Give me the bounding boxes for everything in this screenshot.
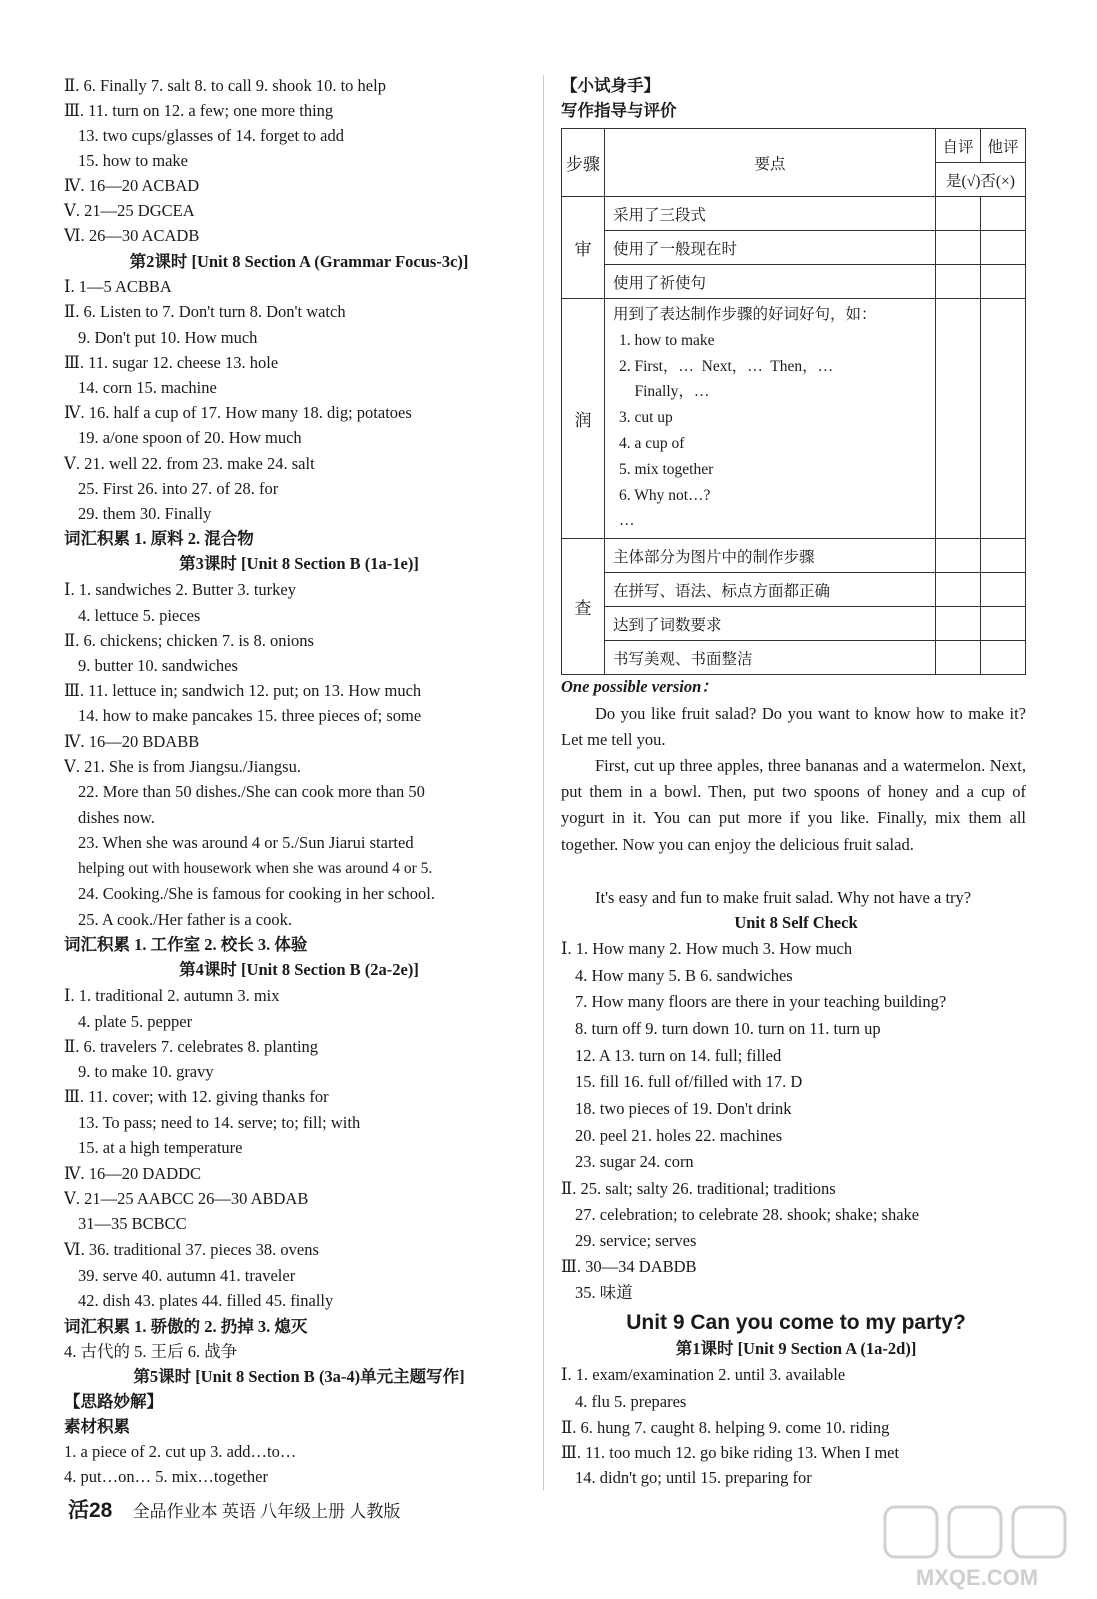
essay-paragraph: It's easy and fun to make fruit salad. Why not have a try?	[595, 888, 972, 907]
table-line: 4. a cup of	[619, 434, 685, 452]
answer-line: Ⅳ. 16—20 DADDC	[64, 1164, 202, 1183]
answer-line: Ⅱ. 6. travelers 7. celebrates 8. planting	[64, 1037, 319, 1056]
answer-line: 4. flu 5. prepares	[575, 1392, 687, 1411]
answer-line: Ⅵ. 26—30 ACADB	[64, 226, 200, 245]
answer-line: 4. How many 5. B 6. sandwiches	[575, 966, 793, 985]
table-line: Finally，…	[619, 383, 710, 401]
header-point: 要点	[605, 129, 936, 197]
answer-line: 18. two pieces of 19. Don't drink	[575, 1099, 792, 1118]
lesson-heading: 第5课时 [Unit 8 Section B (3a-4)单元主题写作]	[133, 1367, 465, 1386]
vocab-line: 词汇积累 1. 原料 2. 混合物	[64, 529, 254, 548]
answer-line: 29. service; serves	[575, 1231, 697, 1250]
answer-line: Ⅰ. 1. How many 2. How much 3. How much	[561, 939, 853, 958]
answer-line: 35. 味道	[575, 1283, 633, 1302]
answer-line: 4. put…on… 5. mix…together	[64, 1467, 268, 1486]
header-peer: 他评	[981, 129, 1026, 163]
table-row: 达到了词数要求	[605, 607, 936, 641]
answer-line: 14. corn 15. machine	[78, 378, 217, 397]
answer-line: 12. A 13. turn on 14. full; filled	[575, 1046, 782, 1065]
peer-check-cell	[981, 299, 1026, 539]
self-check-cell	[936, 607, 981, 641]
section-label: 【思路妙解】	[64, 1392, 163, 1411]
step-polish: 润	[562, 299, 605, 539]
table-row: 使用了一般现在时	[605, 231, 936, 265]
peer-check-cell	[981, 573, 1026, 607]
self-check-heading: Unit 8 Self Check	[734, 913, 858, 932]
answer-line: Ⅲ. 11. cover; with 12. giving thanks for	[64, 1087, 329, 1106]
self-check-cell	[936, 539, 981, 573]
self-check-cell	[936, 641, 981, 675]
answer-line: Ⅳ. 16—20 BDABB	[64, 732, 200, 751]
answer-line: 15. fill 16. full of/filled with 17. D	[575, 1072, 803, 1091]
answer-line: Ⅱ. 6. hung 7. caught 8. helping 9. come 10. riding	[561, 1418, 890, 1437]
table-line: 用到了表达制作步骤的好词好句，如：	[613, 306, 877, 323]
answer-line: Ⅰ. 1—5 ACBBA	[64, 277, 172, 296]
answer-line: 15. at a high temperature	[78, 1138, 243, 1157]
answer-line: 7. How many floors are there in your teaching building?	[575, 992, 947, 1011]
section-label: 素材积累	[64, 1417, 130, 1436]
vocab-line: 4. 古代的 5. 王后 6. 战争	[64, 1342, 238, 1361]
answer-line: Ⅰ. 1. traditional 2. autumn 3. mix	[64, 986, 280, 1005]
peer-check-cell	[981, 641, 1026, 675]
step-review: 审	[562, 197, 605, 299]
answer-line: Ⅱ. 25. salt; salty 26. traditional; traditions	[561, 1179, 836, 1198]
self-check-cell	[936, 197, 981, 231]
answer-line: 1. a piece of 2. cut up 3. add…to…	[64, 1442, 297, 1461]
self-check-cell	[936, 299, 981, 539]
table-line: 1. how to make	[619, 331, 715, 349]
answer-line: 15. how to make	[78, 151, 188, 170]
answer-line: Ⅰ. 1. sandwiches 2. Butter 3. turkey	[64, 580, 296, 599]
lesson-heading: 第1课时 [Unit 9 Section A (1a-2d)]	[675, 1339, 917, 1358]
answer-line: dishes now.	[78, 808, 155, 827]
self-check-cell	[936, 573, 981, 607]
essay-paragraph: Do you like fruit salad? Do you want to know how to make it? Let me tell you.	[561, 704, 1026, 750]
answer-line: Ⅲ. 30—34 DABDB	[561, 1257, 697, 1276]
book-info: 全品作业本 英语 八年级上册 人教版	[132, 1502, 401, 1521]
peer-check-cell	[981, 265, 1026, 299]
self-check-cell	[936, 265, 981, 299]
answer-line: 27. celebration; to celebrate 28. shook; shake; shake	[575, 1205, 920, 1224]
answer-line: Ⅲ. 11. sugar 12. cheese 13. hole	[64, 353, 279, 372]
answer-line: Ⅴ. 21—25 DGCEA	[64, 201, 195, 220]
table-row: 使用了祈使句	[605, 265, 936, 299]
watermark-text: MXQE.COM	[915, 1565, 1039, 1590]
answer-line: 19. a/one spoon of 20. How much	[78, 428, 302, 447]
answer-line: Ⅵ. 36. traditional 37. pieces 38. ovens	[64, 1240, 319, 1259]
answer-line: Ⅴ. 21—25 AABCC 26—30 ABDAB	[64, 1189, 309, 1208]
version-label: One possible version：	[561, 677, 718, 696]
answer-line: 9. Don't put 10. How much	[78, 328, 258, 347]
answer-line: 25. First 26. into 27. of 28. for	[78, 479, 279, 498]
answer-line: 39. serve 40. autumn 41. traveler	[78, 1266, 296, 1285]
answer-line: 29. them 30. Finally	[78, 504, 212, 523]
table-line: 3. cut up	[619, 409, 673, 427]
answer-line: 23. sugar 24. corn	[575, 1152, 694, 1171]
peer-check-cell	[981, 607, 1026, 641]
answer-line: 22. More than 50 dishes./She can cook more than 50	[78, 782, 425, 801]
column-divider	[543, 75, 544, 1490]
answer-line: Ⅱ. 6. Listen to 7. Don't turn 8. Don't watch	[64, 302, 346, 321]
table-line: 6. Why not…?	[619, 486, 711, 504]
peer-check-cell	[981, 539, 1026, 573]
table-row: 主体部分为图片中的制作步骤	[605, 539, 936, 573]
peer-check-cell	[981, 197, 1026, 231]
table-line: 5. mix together	[619, 460, 714, 478]
page-number: 活28	[68, 1499, 113, 1522]
answer-line: 14. how to make pancakes 15. three pieces of; some	[78, 706, 422, 725]
section-label: 【小试身手】	[561, 76, 660, 95]
answer-line: Ⅲ. 11. lettuce in; sandwich 12. put; on 13. How much	[64, 681, 422, 700]
answer-line: 14. didn't go; until 15. preparing for	[575, 1468, 812, 1487]
answer-line: Ⅳ. 16—20 ACBAD	[64, 176, 200, 195]
answer-line: 13. To pass; need to 14. serve; to; fill; with	[78, 1113, 361, 1132]
page-footer	[68, 1494, 400, 1524]
answer-line: Ⅱ. 6. chickens; chicken 7. is 8. onions	[64, 631, 314, 650]
answer-line: 25. A cook./Her father is a cook.	[78, 910, 292, 929]
vocab-line: 词汇积累 1. 骄傲的 2. 扔掉 3. 熄灭	[64, 1317, 308, 1336]
answer-line: Ⅴ. 21. She is from Jiangsu./Jiangsu.	[64, 757, 301, 776]
answer-line: helping out with housework when she was around 4 or 5.	[78, 860, 433, 877]
table-row: 采用了三段式	[605, 197, 936, 231]
lesson-heading: 第3课时 [Unit 8 Section B (1a-1e)]	[179, 554, 419, 573]
answer-line: 23. When she was around 4 or 5./Sun Jiarui started	[78, 833, 414, 852]
self-check-cell	[936, 231, 981, 265]
lesson-heading: 第4课时 [Unit 8 Section B (2a-2e)]	[179, 960, 419, 979]
polish-points	[605, 299, 936, 539]
answer-line: 20. peel 21. holes 22. machines	[575, 1126, 783, 1145]
watermark-logo	[877, 1503, 1077, 1593]
answer-line: 4. lettuce 5. pieces	[78, 606, 201, 625]
answer-line: 42. dish 43. plates 44. filled 45. finally	[78, 1291, 334, 1310]
header-self: 自评	[936, 129, 981, 163]
answer-line: 8. turn off 9. turn down 10. turn on 11. turn up	[575, 1019, 881, 1038]
answer-line: 31—35 BCBCC	[78, 1214, 187, 1233]
answer-line: 13. two cups/glasses of 14. forget to add	[78, 126, 344, 145]
answer-line: Ⅴ. 21. well 22. from 23. make 24. salt	[64, 454, 315, 473]
answer-line: 9. to make 10. gravy	[78, 1062, 214, 1081]
answer-line: Ⅰ. 1. exam/examination 2. until 3. available	[561, 1365, 846, 1384]
answer-line: 4. plate 5. pepper	[78, 1012, 193, 1031]
answer-line: Ⅲ. 11. too much 12. go bike riding 13. When I met	[561, 1443, 900, 1462]
header-step: 步骤	[562, 129, 605, 197]
lesson-heading: 第2课时 [Unit 8 Section A (Grammar Focus-3c)]	[129, 252, 469, 271]
answer-line: 24. Cooking./She is famous for cooking in her school.	[78, 884, 436, 903]
answer-line: Ⅳ. 16. half a cup of 17. How many 18. dig; potatoes	[64, 403, 412, 422]
answer-line: Ⅱ. 6. Finally 7. salt 8. to call 9. shook 10. to help	[64, 76, 386, 95]
answer-line: Ⅲ. 11. turn on 12. a few; one more thing	[64, 101, 334, 120]
table-row: 在拼写、语法、标点方面都正确	[605, 573, 936, 607]
table-line: …	[619, 512, 635, 530]
step-check: 查	[562, 539, 605, 675]
peer-check-cell	[981, 231, 1026, 265]
section-label: 写作指导与评价	[561, 101, 677, 120]
evaluation-table	[561, 128, 1026, 675]
header-yes-no: 是(√)否(×)	[936, 163, 1026, 197]
table-line: 2. First，… Next，… Then，…	[619, 357, 834, 375]
unit-heading: Unit 9 Can you come to my party?	[626, 1311, 966, 1334]
table-row: 书写美观、书面整洁	[605, 641, 936, 675]
essay-paragraph: First, cut up three apples, three bananas and a watermelon. Next, put them in a bowl. Then, put two spoons of honey and a cup of yogurt in it. You can put more if you like. Finally, mix them all together. Now you can enjoy the delicious fruit salad.	[561, 756, 1026, 854]
vocab-line: 词汇积累 1. 工作室 2. 校长 3. 体验	[64, 935, 308, 954]
answer-line: 9. butter 10. sandwiches	[78, 656, 238, 675]
